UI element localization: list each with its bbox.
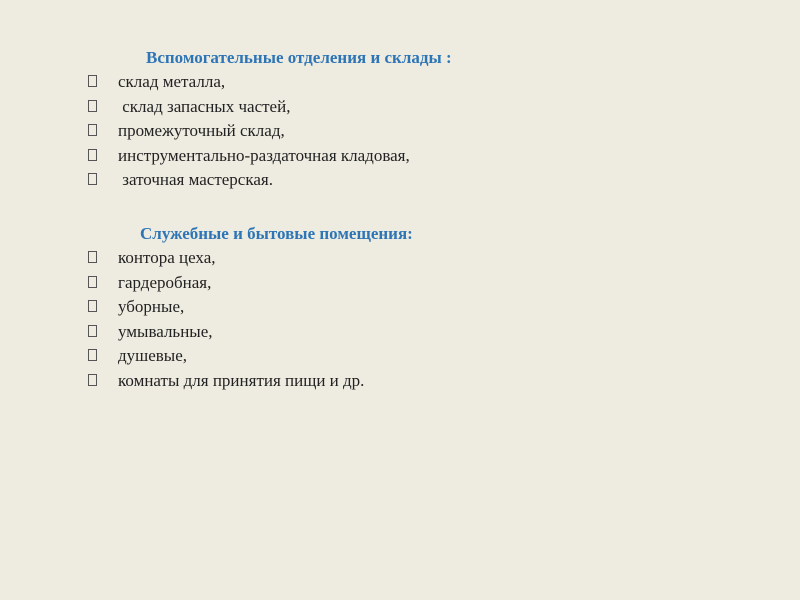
missing-glyph-box-icon [88, 300, 97, 312]
bullet-list [88, 70, 452, 193]
missing-glyph-box-icon [88, 75, 97, 87]
missing-glyph-box-icon [88, 124, 97, 136]
list-item: промежуточный склад, [88, 119, 452, 144]
missing-glyph-box-icon [88, 325, 97, 337]
missing-glyph-box-icon [88, 374, 97, 386]
bullet-list [88, 246, 413, 393]
list-item: склад металла, [88, 70, 452, 95]
section-auxiliary-departments [88, 46, 452, 193]
missing-glyph-box-icon [88, 149, 97, 161]
list-item: контора цеха, [88, 246, 413, 271]
section-service-rooms [88, 222, 413, 393]
list-item: заточная мастерская. [88, 168, 452, 193]
section-heading: Вспомогательные отделения и склады : [146, 48, 452, 67]
missing-glyph-box-icon [88, 251, 97, 263]
list-item: гардеробная, [88, 271, 413, 296]
missing-glyph-box-icon [88, 173, 97, 185]
missing-glyph-box-icon [88, 349, 97, 361]
list-item: склад запасных частей, [88, 95, 452, 120]
list-item: уборные, [88, 295, 413, 320]
missing-glyph-box-icon [88, 276, 97, 288]
list-item: умывальные, [88, 320, 413, 345]
list-item: инструментально-раздаточная кладовая, [88, 144, 452, 169]
list-item: комнаты для принятия пищи и др. [88, 369, 413, 394]
missing-glyph-box-icon [88, 100, 97, 112]
list-item: душевые, [88, 344, 413, 369]
section-heading: Служебные и бытовые помещения: [140, 224, 413, 243]
